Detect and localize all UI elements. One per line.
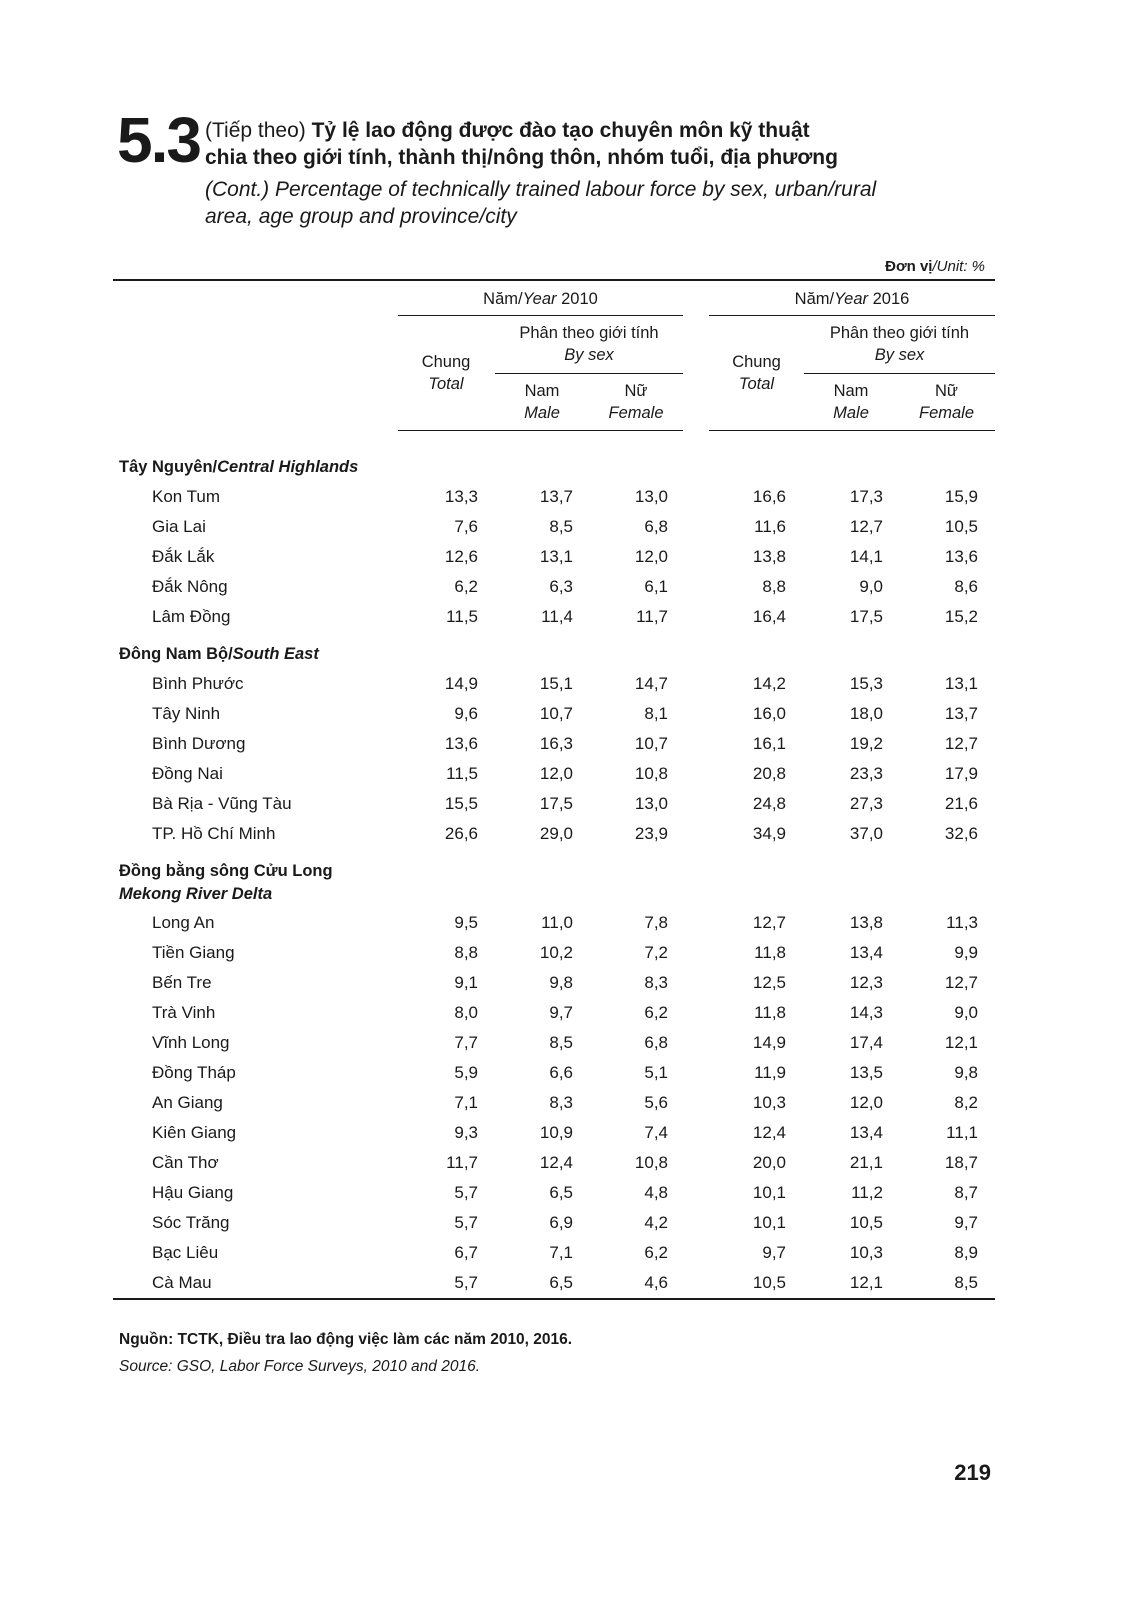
- province-name: Bến Tre: [152, 973, 212, 992]
- header-male-2016: Nam Male: [833, 382, 869, 422]
- cell-value: 6,5: [549, 1183, 573, 1202]
- title-bold-line1: Tỷ lệ lao động được đào tạo chuyên môn kỹ thuật: [311, 119, 810, 142]
- source-vi: Nguồn: TCTK, Điều tra lao động việc làm các năm 2010, 2016.: [119, 1331, 573, 1348]
- cell-value: 12,7: [944, 734, 978, 753]
- table-row: [0, 482, 1131, 512]
- cell-value: 6,7: [454, 1243, 478, 1262]
- page-number: 219: [954, 1460, 991, 1485]
- cell-value: 4,6: [644, 1273, 668, 1292]
- table-row: [0, 602, 1131, 632]
- cell-value: 12,4: [539, 1153, 573, 1172]
- province-name: Vĩnh Long: [152, 1033, 230, 1052]
- cell-value: 13,7: [539, 487, 573, 506]
- cell-value: 4,8: [644, 1183, 668, 1202]
- cell-value: 8,7: [954, 1183, 978, 1202]
- table-row: [0, 1058, 1131, 1088]
- table-row: [0, 572, 1131, 602]
- cell-value: 11,7: [446, 1153, 478, 1172]
- table-row: [0, 938, 1131, 968]
- title-prefix: (Tiếp theo): [205, 119, 312, 142]
- cell-value: 18,7: [944, 1153, 978, 1172]
- cell-value: 18,0: [849, 704, 883, 723]
- title-vi-line1: [205, 117, 810, 144]
- province-name: TP. Hồ Chí Minh: [152, 824, 276, 843]
- cell-value: 10,7: [539, 704, 573, 723]
- cell-value: 15,9: [944, 487, 978, 506]
- cell-value: 6,1: [644, 577, 668, 596]
- table-row: [0, 669, 1131, 699]
- province-name: An Giang: [152, 1093, 223, 1112]
- cell-value: 37,0: [849, 824, 883, 843]
- cell-value: 13,0: [634, 794, 668, 813]
- cell-value: 32,6: [944, 824, 978, 843]
- cell-value: 10,7: [634, 734, 668, 753]
- cell-value: 6,2: [644, 1003, 668, 1022]
- year2016-rule: [709, 315, 995, 316]
- cell-value: 26,6: [444, 824, 478, 843]
- cell-value: 12,3: [849, 973, 883, 992]
- cell-value: 12,6: [444, 547, 478, 566]
- province-name: Bạc Liêu: [152, 1243, 219, 1262]
- province-name: Kiên Giang: [152, 1123, 237, 1142]
- cell-value: 5,7: [454, 1273, 478, 1292]
- cell-value: 11,5: [446, 607, 478, 626]
- cell-value: 14,3: [849, 1003, 883, 1022]
- table-row: [0, 1148, 1131, 1178]
- cell-value: 15,1: [539, 674, 573, 693]
- cell-value: 10,1: [752, 1213, 786, 1232]
- cell-value: 14,7: [634, 674, 668, 693]
- cell-value: 8,5: [954, 1273, 978, 1292]
- table-row: [0, 1118, 1131, 1148]
- title-vi-line2: [205, 144, 838, 171]
- cell-value: 11,8: [754, 943, 786, 962]
- unit-label: [885, 258, 985, 275]
- header-female-2016: Nữ Female: [918, 382, 975, 422]
- cell-value: 19,2: [849, 734, 883, 753]
- cell-value: 8,6: [954, 577, 978, 596]
- cell-value: 17,9: [944, 764, 978, 783]
- cell-value: 20,0: [752, 1153, 786, 1172]
- cell-value: 24,8: [752, 794, 786, 813]
- table-top-rule: [113, 279, 995, 281]
- cell-value: 15,2: [944, 607, 978, 626]
- cell-value: 29,0: [539, 824, 573, 843]
- cell-value: 8,0: [454, 1003, 478, 1022]
- cell-value: 17,5: [849, 607, 883, 626]
- cell-value: 11,5: [446, 764, 478, 783]
- cell-value: 7,7: [454, 1033, 478, 1052]
- cell-value: 6,5: [549, 1273, 573, 1292]
- province-name: Long An: [152, 913, 215, 932]
- cell-value: 14,1: [849, 547, 883, 566]
- cell-value: 9,7: [762, 1243, 786, 1262]
- cell-value: 11,4: [541, 607, 573, 626]
- cell-value: 11,3: [946, 913, 978, 932]
- cell-value: 12,5: [752, 973, 786, 992]
- cell-value: 21,1: [849, 1153, 883, 1172]
- cell-value: 10,3: [752, 1093, 786, 1112]
- cell-value: 12,0: [634, 547, 668, 566]
- cell-value: 13,5: [849, 1063, 883, 1082]
- cell-value: 10,8: [634, 764, 668, 783]
- province-name: Đắk Lắk: [152, 547, 215, 566]
- province-name: Lâm Đồng: [152, 607, 231, 626]
- cell-value: 17,5: [539, 794, 573, 813]
- province-name: Tiền Giang: [152, 943, 235, 962]
- cell-value: 16,6: [752, 487, 786, 506]
- cell-value: 15,5: [444, 794, 478, 813]
- cell-value: 11,0: [541, 913, 573, 932]
- cell-value: 16,3: [539, 734, 573, 753]
- cell-value: 8,5: [549, 517, 573, 536]
- cell-value: 7,6: [454, 517, 478, 536]
- header-year-2010: Năm/Year 2010: [483, 290, 598, 308]
- cell-value: 15,3: [849, 674, 883, 693]
- cell-value: 7,1: [454, 1093, 478, 1112]
- province-name: Đồng Nai: [152, 764, 223, 783]
- cell-value: 9,6: [454, 704, 478, 723]
- cell-value: 17,3: [849, 487, 883, 506]
- cell-value: 7,8: [644, 913, 668, 932]
- table-row: [0, 908, 1131, 938]
- header-male-2010: Nam Male: [524, 382, 560, 422]
- table-row: [0, 968, 1131, 998]
- cell-value: 11,9: [754, 1063, 786, 1082]
- cell-value: 6,2: [644, 1243, 668, 1262]
- title-en-line1: (Cont.) Percentage of technically trained labour force by sex, urban/rural: [205, 178, 877, 201]
- cell-value: 5,7: [454, 1213, 478, 1232]
- cell-value: 11,2: [851, 1183, 883, 1202]
- cell-value: 13,4: [849, 943, 883, 962]
- region-heading: Đông Nam Bộ/South East: [119, 645, 319, 663]
- region-heading: Đồng bằng sông Cửu Long Mekong River Delta: [119, 862, 333, 903]
- table-row: [0, 512, 1131, 542]
- cell-value: 10,5: [849, 1213, 883, 1232]
- cell-value: 6,9: [549, 1213, 573, 1232]
- cell-value: 14,9: [444, 674, 478, 693]
- cell-value: 6,8: [644, 1033, 668, 1052]
- province-name: Kon Tum: [152, 487, 221, 506]
- cell-value: 5,9: [454, 1063, 478, 1082]
- cell-value: 4,2: [644, 1213, 668, 1232]
- header-bysex-2016: Phân theo giới tính By sex: [829, 324, 970, 364]
- cell-value: 6,2: [454, 577, 478, 596]
- cell-value: 12,7: [944, 973, 978, 992]
- cell-value: 10,1: [752, 1183, 786, 1202]
- province-name: Đắk Nông: [152, 577, 228, 596]
- table-row: [0, 789, 1131, 819]
- cell-value: 11,7: [636, 607, 668, 626]
- cell-value: 7,4: [644, 1123, 668, 1142]
- cell-value: 12,7: [849, 517, 883, 536]
- cell-value: 12,1: [849, 1273, 883, 1292]
- province-name: Hậu Giang: [152, 1183, 234, 1202]
- table-bottom-rule: [113, 1298, 995, 1300]
- cell-value: 14,9: [752, 1033, 786, 1052]
- title-bold-line2: chia theo giới tính, thành thị/nông thôn, nhóm tuổi, địa phương: [205, 146, 838, 169]
- cell-value: 16,4: [752, 607, 786, 626]
- header-bottom-rule-2016: [709, 430, 995, 431]
- title-en-line2: area, age group and province/city: [205, 205, 517, 228]
- header-bysex-2010: Phân theo giới tính By sex: [519, 324, 659, 364]
- cell-value: 10,3: [849, 1243, 883, 1262]
- cell-value: 23,3: [849, 764, 883, 783]
- table-number: 5.3: [117, 104, 200, 176]
- cell-value: 13,0: [634, 487, 668, 506]
- cell-value: 7,1: [549, 1243, 573, 1262]
- cell-value: 13,6: [944, 547, 978, 566]
- cell-value: 12,7: [752, 913, 786, 932]
- year2010-rule: [398, 315, 683, 316]
- cell-value: 9,3: [454, 1123, 478, 1142]
- header-year-2016: Năm/Year 2016: [794, 290, 910, 308]
- cell-value: 16,0: [752, 704, 786, 723]
- cell-value: 6,3: [549, 577, 573, 596]
- cell-value: 20,8: [752, 764, 786, 783]
- province-name: Cần Thơ: [152, 1153, 219, 1172]
- cell-value: 12,0: [849, 1093, 883, 1112]
- cell-value: 13,6: [444, 734, 478, 753]
- bysex2010-rule: [495, 373, 683, 374]
- table-row: [0, 699, 1131, 729]
- cell-value: 5,6: [644, 1093, 668, 1112]
- cell-value: 9,7: [549, 1003, 573, 1022]
- cell-value: 8,3: [549, 1093, 573, 1112]
- cell-value: 27,3: [849, 794, 883, 813]
- cell-value: 13,4: [849, 1123, 883, 1142]
- header-bottom-rule-2010: [398, 430, 683, 431]
- province-name: Trà Vinh: [152, 1003, 216, 1022]
- cell-value: 12,4: [752, 1123, 786, 1142]
- cell-value: 9,1: [454, 973, 478, 992]
- bysex2016-rule: [804, 373, 995, 374]
- province-name: Đồng Tháp: [152, 1063, 236, 1082]
- table-row: [0, 729, 1131, 759]
- cell-value: 5,7: [454, 1183, 478, 1202]
- cell-value: 34,9: [752, 824, 786, 843]
- cell-value: 14,2: [752, 674, 786, 693]
- cell-value: 8,3: [644, 973, 668, 992]
- cell-value: 11,8: [754, 1003, 786, 1022]
- cell-value: 9,0: [954, 1003, 978, 1022]
- cell-value: 9,8: [954, 1063, 978, 1082]
- province-name: Gia Lai: [152, 517, 206, 536]
- cell-value: 10,5: [752, 1273, 786, 1292]
- province-name: Cà Mau: [152, 1273, 212, 1292]
- table-row: [0, 1208, 1131, 1238]
- province-name: Bình Phước: [152, 674, 244, 693]
- table-row: [0, 998, 1131, 1028]
- cell-value: 9,7: [954, 1213, 978, 1232]
- cell-value: 13,1: [539, 547, 573, 566]
- cell-value: 17,4: [849, 1033, 883, 1052]
- table-row: [0, 1178, 1131, 1208]
- table-row: [0, 759, 1131, 789]
- cell-value: 16,1: [752, 734, 786, 753]
- cell-value: 13,1: [944, 674, 978, 693]
- cell-value: 5,1: [644, 1063, 668, 1082]
- province-name: Bình Dương: [152, 734, 246, 753]
- cell-value: 6,6: [549, 1063, 573, 1082]
- province-name: Bà Rịa - Vũng Tàu: [152, 794, 292, 813]
- table-row: [0, 1028, 1131, 1058]
- cell-value: 8,5: [549, 1033, 573, 1052]
- cell-value: 10,2: [539, 943, 573, 962]
- table-row: [0, 542, 1131, 572]
- cell-value: 8,2: [954, 1093, 978, 1112]
- header-total-2010: Chung Total: [421, 353, 471, 393]
- unit-en: /Unit: %: [932, 258, 985, 275]
- cell-value: 8,9: [954, 1243, 978, 1262]
- cell-value: 23,9: [634, 824, 668, 843]
- region-heading: Tây Nguyên/Central Highlands: [119, 458, 359, 476]
- header-total-2016: Chung Total: [732, 353, 781, 393]
- cell-value: 8,8: [762, 577, 786, 596]
- cell-value: 13,8: [849, 913, 883, 932]
- table-row: [0, 1088, 1131, 1118]
- cell-value: 8,1: [644, 704, 668, 723]
- cell-value: 10,8: [634, 1153, 668, 1172]
- table-row: [0, 1268, 1131, 1298]
- cell-value: 8,8: [454, 943, 478, 962]
- cell-value: 13,3: [444, 487, 478, 506]
- table-row: [0, 819, 1131, 849]
- cell-value: 9,5: [454, 913, 478, 932]
- cell-value: 9,0: [859, 577, 883, 596]
- cell-value: 7,2: [644, 943, 668, 962]
- cell-value: 13,8: [752, 547, 786, 566]
- cell-value: 21,6: [944, 794, 978, 813]
- cell-value: 6,8: [644, 517, 668, 536]
- cell-value: 12,1: [944, 1033, 978, 1052]
- province-name: Tây Ninh: [152, 704, 221, 723]
- cell-value: 11,6: [754, 517, 786, 536]
- cell-value: 9,9: [954, 943, 978, 962]
- cell-value: 13,7: [944, 704, 978, 723]
- cell-value: 10,5: [944, 517, 978, 536]
- header-female-2010: Nữ Female: [608, 382, 664, 422]
- source-en: Source: GSO, Labor Force Surveys, 2010 and 2016.: [119, 1358, 481, 1375]
- cell-value: 10,9: [539, 1123, 573, 1142]
- cell-value: 12,0: [539, 764, 573, 783]
- cell-value: 9,8: [549, 973, 573, 992]
- unit-vi: Đơn vị: [885, 258, 933, 275]
- table-row: [0, 1238, 1131, 1268]
- province-name: Sóc Trăng: [152, 1213, 230, 1232]
- cell-value: 11,1: [946, 1123, 978, 1142]
